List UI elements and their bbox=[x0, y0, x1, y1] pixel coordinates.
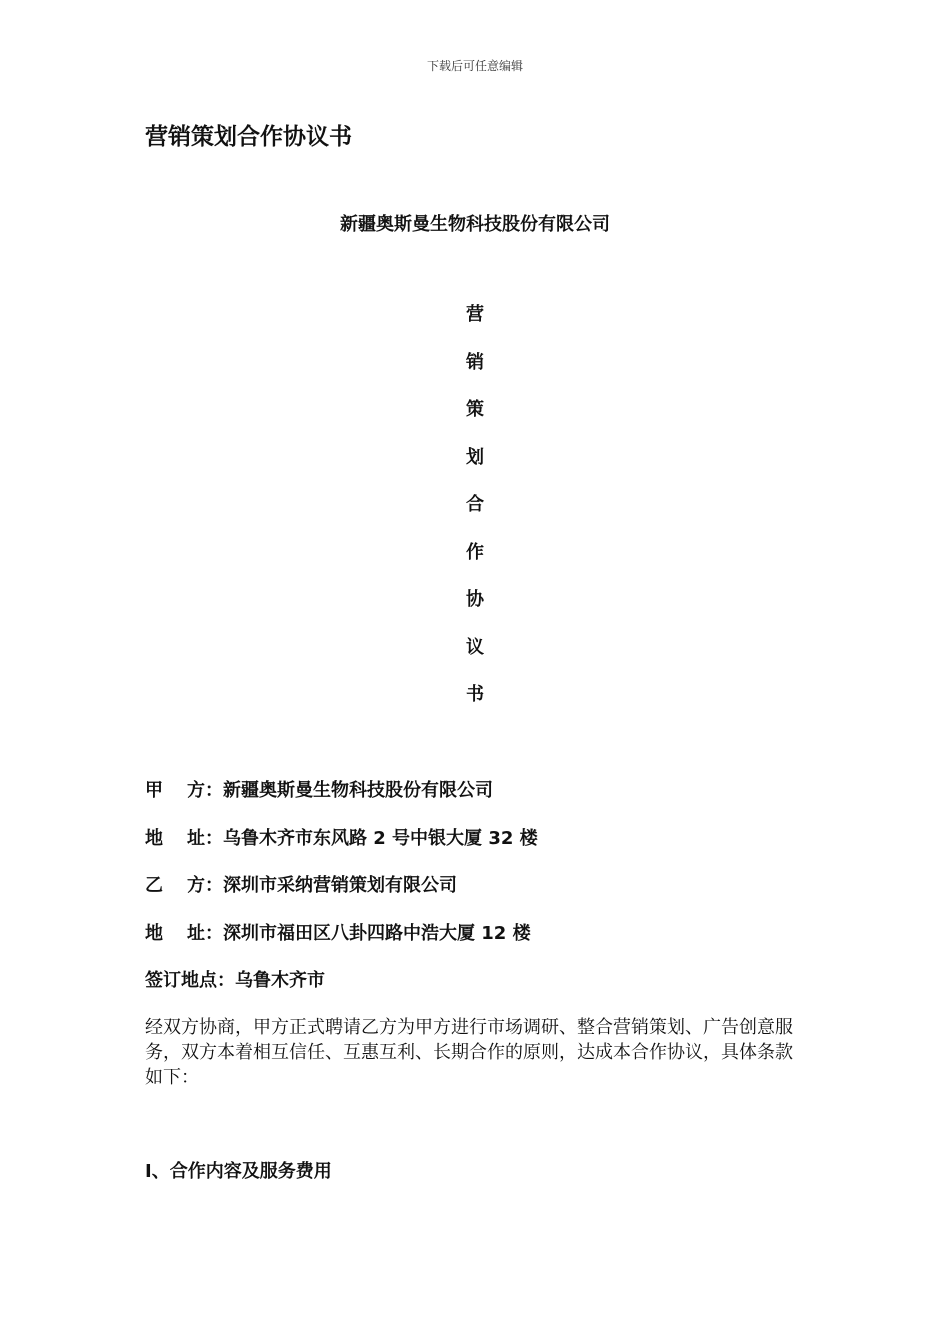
address-a-label: 地 址： bbox=[145, 828, 223, 849]
vertical-title-char: 划 bbox=[466, 446, 484, 468]
vertical-title-char: 作 bbox=[466, 541, 484, 563]
party-b-value: 深圳市采纳营销策划有限公司 bbox=[223, 875, 457, 896]
vertical-title-char: 营 bbox=[466, 304, 484, 325]
intro-paragraph: 经双方协商，甲方正式聘请乙方为甲方进行市场调研、整合营销策划、广告创意服务，双方本着相互信任、互惠互利、长期合作的原则，达成本合作协议，具体条款如下： bbox=[145, 1017, 793, 1088]
page-header-note: 下载后可任意编辑 bbox=[426, 59, 523, 73]
vertical-title-char: 议 bbox=[466, 636, 484, 658]
company-name: 新疆奥斯曼生物科技股份有限公司 bbox=[340, 214, 610, 235]
address-b-value: 深圳市福田区八卦四路中浩大厦 12 楼 bbox=[223, 923, 531, 944]
address-b-line bbox=[145, 919, 531, 945]
party-a-label: 甲 方： bbox=[145, 780, 223, 801]
vertical-title-char: 协 bbox=[466, 589, 484, 610]
vertical-title-char: 策 bbox=[466, 399, 484, 420]
address-a-value: 乌鲁木齐市东风路 2 号中银大厦 32 楼 bbox=[223, 828, 538, 849]
party-a-line bbox=[145, 776, 493, 802]
section-heading: I、合作内容及服务费用 bbox=[145, 1161, 332, 1182]
party-b-label: 乙 方： bbox=[145, 875, 223, 896]
address-a-line bbox=[145, 824, 538, 850]
address-b-label: 地 址： bbox=[145, 923, 223, 944]
vertical-title bbox=[455, 302, 495, 730]
vertical-title-char: 合 bbox=[466, 494, 484, 515]
vertical-title-char: 销 bbox=[466, 351, 484, 373]
document-title: 营销策划合作协议书 bbox=[145, 124, 352, 150]
sign-place-label: 签订地点： bbox=[145, 970, 235, 991]
party-a-value: 新疆奥斯曼生物科技股份有限公司 bbox=[223, 780, 493, 801]
party-b-line bbox=[145, 871, 457, 897]
vertical-title-char: 书 bbox=[466, 684, 484, 705]
sign-place-line bbox=[145, 966, 325, 992]
sign-place-value: 乌鲁木齐市 bbox=[235, 970, 325, 991]
